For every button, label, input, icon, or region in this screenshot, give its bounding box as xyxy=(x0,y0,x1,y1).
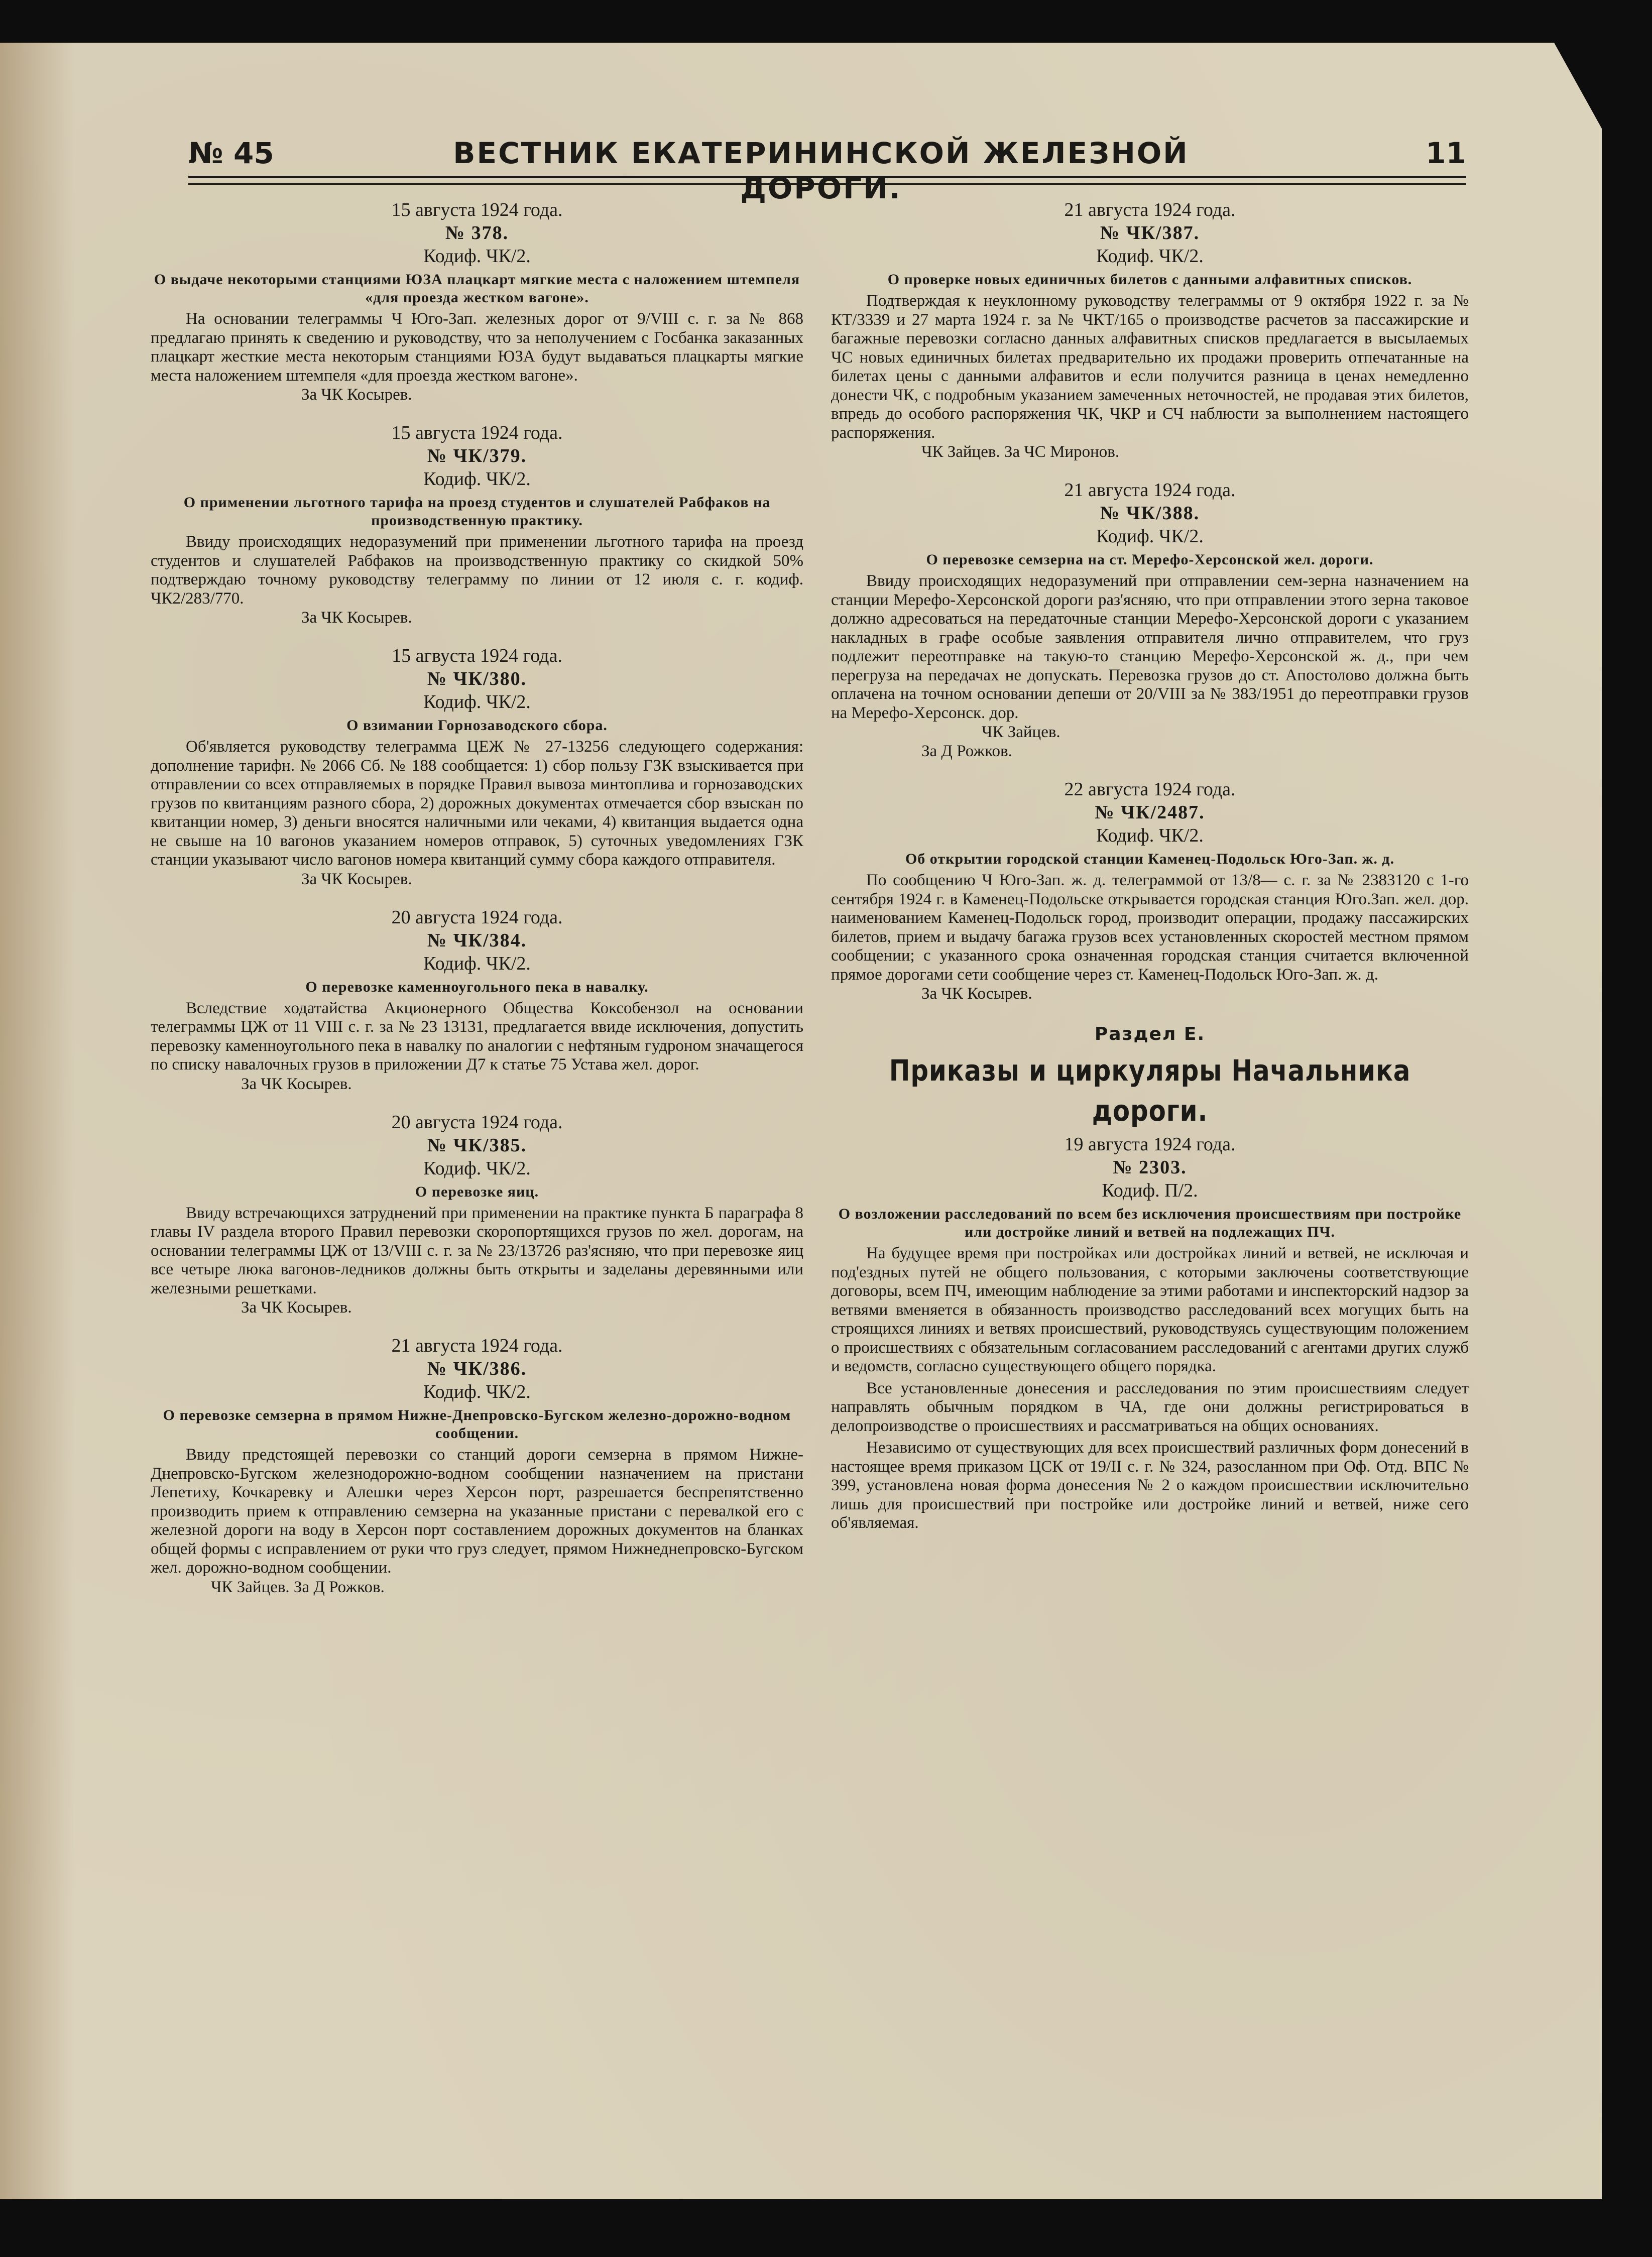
order-signature: За ЧК Косырев. xyxy=(301,609,412,627)
order-date: 22 августа 1924 года. xyxy=(1064,779,1236,800)
order-subject: О перевозке семзерна в прямом Нижне-Днепровско-Бугском железно-дорожно-водном сообщении. xyxy=(163,1407,791,1442)
order-number: № ЧК/384. xyxy=(427,929,527,951)
order-body xyxy=(151,1446,803,1578)
order-date: 20 августа 1924 года. xyxy=(391,1111,563,1133)
order-signature: За ЧК Косырев. xyxy=(301,386,412,404)
order-codif: Кодиф. ЧК/2. xyxy=(423,1157,531,1179)
order-380 xyxy=(151,644,803,889)
order-signature: За ЧК Косырев. xyxy=(241,1075,352,1093)
page-shadow xyxy=(0,43,75,2199)
order-body-text: На основании телеграммы Ч Юго-Зап. железных дорог от 9/VIII с. г. за № 868 предлагаю принять к сведению и руководству, что за неполучением с Госбанка заказанных плацкарт жесткие места некоторым станциями ЮЗА будут выдаваться плацкарты мягкие места наложением штемпеля «для проезда жестком вагоне». xyxy=(151,310,803,385)
order-number: № ЧК/388. xyxy=(1100,503,1200,524)
order-subject: О выдаче некоторыми станциями ЮЗА плацкарт мягкие места с наложением штемпеля «для проезда жестком вагоне». xyxy=(154,271,800,306)
order-date: 21 августа 1924 года. xyxy=(1064,199,1236,220)
order-body-text: Подтверждая к неуклонному руководству телеграммы от 9 октября 1922 г. за № КТ/3339 и 27 марта 1924 г. за № ЧКТ/165 о производстве расчетов за пассажирские и багажные перевозки согласно данных алфавитных списков предлагается в высылаемых ЧС новых единичных билетах предварительно их продажи проверить отпечатанные на билетах цены с данными алфавитов и если получится разница в ценах немедленно донести ЧК, с подробным указанием замеченных неточностей, не продавая этих билетов, впредь до особого распоряжения ЧК, ЧКР и СЧ наблюсти за выполнением настоящего распоряжения. xyxy=(831,292,1469,442)
order-codif: Кодиф. П/2. xyxy=(1102,1180,1198,1201)
order-paragraph-text: На будущее время при постройках или достройках линий и ветвей, не исключая и под'ездных путей не общего пользования, с которыми заключены соответствующие договоры, всем ПЧ, имеющим наблюдение за этими работами и инспекторский надзор за ветвями вменяется в обязанность производство расследований всех могущих быть на строящихся линиях и ветвях происшествий, руководствуясь существующим положением о происшествиях с обязательным согласованием расследований с агентами других служб и ведомств, согласно существующего общего порядка. xyxy=(831,1244,1469,1375)
order-379 xyxy=(151,421,803,627)
order-codif: Кодиф. ЧК/2. xyxy=(1096,526,1204,547)
order-codif: Кодиф. ЧК/2. xyxy=(1096,825,1204,846)
order-subject: О проверке новых единичных билетов с данными алфавитных списков. xyxy=(887,271,1412,288)
order-body xyxy=(831,871,1469,984)
order-signature: За ЧК Косырев. xyxy=(241,1298,352,1317)
order-codif: Кодиф. ЧК/2. xyxy=(423,691,531,712)
order-signature: ЧК Зайцев. xyxy=(982,723,1060,741)
order-body-text: Ввиду происходящих недоразумений при применении льготного тарифа на проезд студентов и слушателей Рабфаков на производственную практику со скидкой 50% подтверждаю точному руководству телеграмму по линии от 12 июля с. г. кодиф. ЧК2/283/770. xyxy=(151,533,803,608)
order-body xyxy=(151,1204,803,1298)
order-paragraph-text: Все установленные донесения и расследования по этим происшествиям следует направлять обычным порядком в ЧА, где они должны регистрироваться в делопроизводстве о происшествиях и рассматриваться на общих основаниях. xyxy=(831,1379,1469,1435)
publication-title: ВЕСТНИК ЕКАТЕРИНИНСКОЙ ЖЕЛЕЗНОЙ ДОРОГИ. xyxy=(453,136,1189,205)
order-subject: О перевозке семзерна на ст. Мерефо-Херсонской жел. дороги. xyxy=(926,551,1374,568)
order-date: 20 августа 1924 года. xyxy=(391,906,563,928)
order-body xyxy=(831,292,1469,442)
order-386 xyxy=(151,1334,803,1597)
order-body xyxy=(151,310,803,385)
section-label: Раздел Е. xyxy=(1094,1024,1206,1044)
order-number: № ЧК/385. xyxy=(427,1134,527,1156)
order-number: № 378. xyxy=(445,222,509,244)
order-body xyxy=(151,533,803,608)
order-body xyxy=(151,999,803,1075)
order-codif: Кодиф. ЧК/2. xyxy=(423,468,531,490)
order-body xyxy=(831,572,1469,723)
order-signature: ЧК Зайцев. За ЧС Миронов. xyxy=(921,443,1120,461)
order-body-text: Вследствие ходатайства Акционерного Общества Коксобензол на основании телеграммы ЦЖ от 11 VIII с. г. за № 23 13131, предлагается ввиде исключения, допустить перевозку каменноугольного пека в навалку по аналогии с нефтяным гудроном значащегося по списку навалочных грузов в приложении Д7 к статье 75 Устава жел. дорог. xyxy=(151,999,803,1074)
order-378 xyxy=(151,198,803,404)
order-subject: О перевозке яиц. xyxy=(415,1183,539,1200)
order-387 xyxy=(831,198,1469,461)
order-body-text: По сообщению Ч Юго-Зап. ж. д. телеграммой от 13/8— с. г. за № 2383120 с 1-го сентября 1924 г. в Каменец-Подольске открывается городская станция Юго.Зап. жел. дор. наименованием Каменец-Подольск город, производит операции, продажу пассажирских билетов, прием и выдачу багажа грузов всех установленных скоростей местном прямом сообщении; с указанного срока означенная городская станция считается включенной прямое дорогами сети сообщение через ст. Каменец-Подольск Юго-Зап. ж. д. xyxy=(831,871,1469,984)
order-signature-second: За Д Рожков. xyxy=(921,742,1012,760)
folded-corner xyxy=(1554,43,1604,133)
order-signature: За ЧК Косырев. xyxy=(301,870,412,888)
order-2303 xyxy=(831,1133,1469,1533)
order-body-text: Ввиду происходящих недоразумений при отправлении сем-зерна назначением на станции Мерефо-Херсонской дороги раз'ясняю, что при отправлении этого зерна таковое должно адресоваться на передаточные станции Мерефо-Херсонской дороги с указанием накладных в графе особые заявления отправителя лично отправителем, что груз подлежит переотправке на такую-то станцию Мерефо-Херсонской ж. д., при чем перегруза на передачах не допускать. Перевозка грузов до ст. Апостолово должна быть оплачена на точном основании депеши от 20/VIII за № 383/1951 до переотправки грузов на Мерефо-Херсонск. дор. xyxy=(831,572,1469,722)
order-paragraph xyxy=(831,1379,1469,1436)
page-number: 11 xyxy=(1426,136,1466,170)
order-signature: ЧК Зайцев. За Д Рожков. xyxy=(211,1578,385,1596)
order-date: 15 августа 1924 года. xyxy=(391,422,563,443)
header-rule xyxy=(188,176,1466,185)
order-number: № ЧК/386. xyxy=(427,1358,527,1379)
order-number: № ЧК/379. xyxy=(427,445,527,466)
order-codif: Кодиф. ЧК/2. xyxy=(1096,246,1204,267)
order-date: 21 августа 1924 года. xyxy=(1064,480,1236,501)
order-subject: О взимании Горнозаводского сбора. xyxy=(346,717,608,734)
order-number: № ЧК/2487. xyxy=(1095,802,1205,823)
order-date: 21 августа 1924 года. xyxy=(391,1335,563,1356)
order-body-text: Ввиду предстоящей перевозки со станций дороги семзерна в прямом Нижне-Днепровско-Бугском железнодорожно-водном сообщении назначением на пристани Лепетиху, Кочкаревку и Алешки через Херсон порт, разрешается беспрепятственно производить прием к отправлению семзерна на указанные пристани с перевалкой его с железной дороги на воду в Херсон порт составлением дорожных документов на бланках общей формы с исправлением от руки что груз следует, прямом Нижнеднепровско-Бугском жел. дорожно-водном сообщении. xyxy=(151,1446,803,1577)
order-subject: Об открытии городской станции Каменец-Подольск Юго-Зап. ж. д. xyxy=(905,851,1395,867)
order-paragraph xyxy=(831,1439,1469,1533)
order-number: № ЧК/387. xyxy=(1100,222,1200,244)
right-column xyxy=(831,198,1469,1550)
order-body xyxy=(151,738,803,870)
order-paragraph xyxy=(831,1244,1469,1376)
order-codif: Кодиф. ЧК/2. xyxy=(423,246,531,267)
order-number: № ЧК/380. xyxy=(427,668,527,689)
issue-number: № 45 xyxy=(188,136,274,170)
order-paragraph-text: Независимо от существующих для всех происшествий различных форм донесений в настоящее время приказом ЦСК от 19/II с. г. № 324, разосланном при Оф. Отд. ВПС № 399, установлена новая форма донесения № 2 о каждом происшествии исключительно лишь для происшествий при постройке или достройке линий и ветвей, ниже сего об'являемая. xyxy=(831,1439,1469,1532)
page-header xyxy=(188,136,1466,205)
order-date: 19 августа 1924 года. xyxy=(1064,1134,1236,1155)
order-date: 15 агвуста 1924 года. xyxy=(392,645,562,666)
order-384 xyxy=(151,906,803,1094)
order-2487 xyxy=(831,778,1469,1003)
order-number: № 2303. xyxy=(1113,1157,1187,1178)
order-signature: За ЧК Косырев. xyxy=(921,985,1032,1003)
order-385 xyxy=(151,1111,803,1318)
order-date: 15 августа 1924 года. xyxy=(391,199,563,220)
order-388 xyxy=(831,479,1469,761)
section-title: Приказы и циркуляры Начальника дороги. xyxy=(889,1053,1411,1128)
order-body-text: Ввиду встречающихся затруднений при применении на практике пункта Б параграфа 8 главы IV раздела второго Правил перевозки скоропортящихся грузов по жел. дорогам, на основании телеграммы ЦЖ от 13/VIII с. г. за № 23/13726 раз'ясняю, что при перевозке яиц все четыре люка вагонов-ледников должны быть открыты и заделаны деревянными или железными решетками. xyxy=(151,1204,803,1297)
order-codif: Кодиф. ЧК/2. xyxy=(423,1381,531,1402)
order-body-text: Об'является руководству телеграмма ЦЕЖ № 27-13256 следующего содержания: дополнение тарифн. № 2066 Сб. № 188 сообщается: 1) сбор пользу ГЗК взыскивается при отправлении со всех отправляемых в порядке Правил вывоза минтоплива и горнозаводских грузов по квитанциям разного сбора, 2) дорожных документах отмечается сбор взыскан по квитанции номер, 3) деньги вносятся наличными или чеками, 4) квитанция выдается одна не свыше на 10 вагонов указанием номеров отправок, 5) суточных уведомлениях ГЗК станции указывают число вагонов номера квитанций сумму сбора каждого отправителя. xyxy=(151,738,803,869)
order-subject: О перевозке каменноугольного пека в навалку. xyxy=(305,978,649,995)
order-subject: О возложении расследований по всем без исключения происшествиям при постройке или достройке линий и ветвей на подлежащих ПЧ. xyxy=(838,1206,1462,1240)
order-codif: Кодиф. ЧК/2. xyxy=(423,953,531,974)
left-column xyxy=(151,198,803,1614)
order-subject: О применении льготного тарифа на проезд студентов и слушателей Рабфаков на производственную практику. xyxy=(183,494,771,529)
